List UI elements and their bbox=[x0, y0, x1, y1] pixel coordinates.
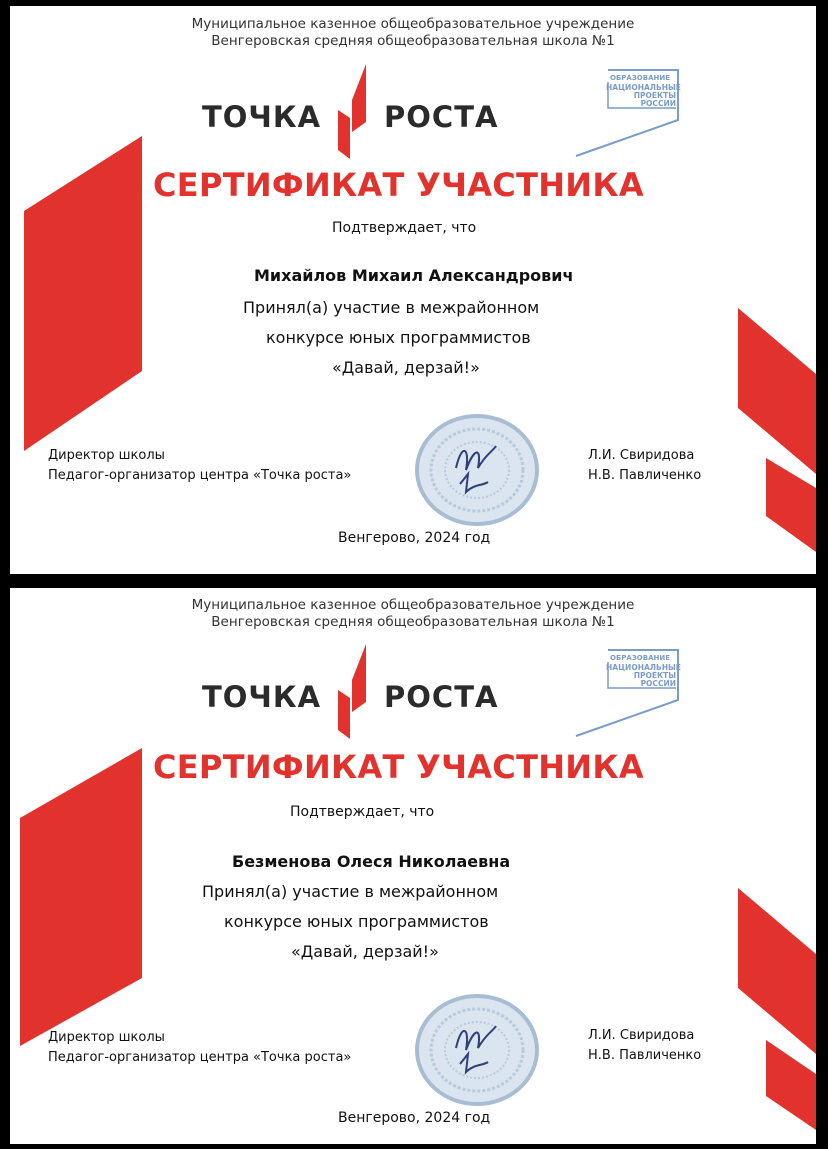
logo-sprout-icon bbox=[330, 64, 376, 159]
org-name bbox=[10, 597, 816, 631]
participation-line-2: конкурсе юных программистов bbox=[224, 912, 489, 931]
logo-word-right: РОСТА bbox=[384, 680, 499, 714]
right-red-parallelogram-bottom bbox=[766, 1040, 816, 1130]
logo-word-left: ТОЧКА bbox=[202, 680, 322, 714]
participation-line-1: Принял(а) участие в межрайонном bbox=[202, 882, 499, 901]
right-red-parallelogram-top bbox=[738, 308, 816, 474]
role-director: Директор школы bbox=[48, 448, 165, 463]
np-main-label: НАЦИОНАЛЬНЫЕ ПРОЕКТЫ РОССИИ bbox=[606, 663, 681, 688]
org-line-2: Венгеровская средняя общеобразовательная школа №1 bbox=[211, 614, 615, 630]
person-organizer: Н.В. Павличенко bbox=[588, 1048, 702, 1063]
person-organizer: Н.В. Павличенко bbox=[588, 468, 702, 483]
national-projects-logo bbox=[572, 68, 682, 160]
tochka-rosta-logo bbox=[202, 644, 502, 739]
logo-sprout-icon bbox=[330, 644, 376, 739]
right-red-parallelogram-top bbox=[738, 888, 816, 1054]
footer-place-year: Венгерово, 2024 год bbox=[338, 530, 491, 546]
logo-word-right: РОСТА bbox=[384, 100, 499, 134]
certificate-title: СЕРТИФИКАТ УЧАСТНИКА bbox=[153, 166, 644, 204]
participant-name: Михайлов Михаил Александрович bbox=[254, 266, 574, 285]
left-red-parallelogram bbox=[20, 748, 142, 1046]
national-projects-logo bbox=[572, 648, 682, 740]
confirms-text: Подтверждает, что bbox=[332, 220, 477, 236]
contest-name: «Давай, дерзай!» bbox=[332, 358, 480, 377]
np-top-label: ОБРАЗОВАНИЕ bbox=[610, 654, 671, 662]
participation-line-1: Принял(а) участие в межрайонном bbox=[243, 298, 540, 317]
right-red-parallelogram-bottom bbox=[766, 458, 816, 552]
person-director: Л.И. Свиридова bbox=[588, 448, 695, 463]
signatory-names bbox=[588, 446, 701, 486]
footer-place-year: Венгерово, 2024 год bbox=[338, 1110, 491, 1126]
role-organizer: Педагог-организатор центра «Точка роста» bbox=[48, 468, 352, 483]
role-director: Директор школы bbox=[48, 1030, 165, 1045]
left-red-parallelogram bbox=[24, 136, 142, 451]
signatory-names bbox=[588, 1026, 701, 1066]
person-director: Л.И. Свиридова bbox=[588, 1028, 695, 1043]
signatory-roles bbox=[48, 1028, 351, 1068]
org-line-2: Венгеровская средняя общеобразовательная школа №1 bbox=[211, 33, 615, 49]
org-line-1: Муниципальное казенное общеобразовательное учреждение bbox=[191, 16, 635, 32]
participant-name: Безменова Олеся Николаевна bbox=[232, 852, 511, 871]
school-stamp-icon bbox=[412, 412, 542, 528]
certificate-title: СЕРТИФИКАТ УЧАСТНИКА bbox=[153, 748, 644, 786]
np-top-label: ОБРАЗОВАНИЕ bbox=[610, 74, 671, 82]
np-main-label: НАЦИОНАЛЬНЫЕ ПРОЕКТЫ РОССИИ bbox=[606, 83, 681, 108]
certificate-2 bbox=[10, 588, 816, 1144]
contest-name: «Давай, дерзай!» bbox=[291, 942, 439, 961]
role-organizer: Педагог-организатор центра «Точка роста» bbox=[48, 1050, 352, 1065]
tochka-rosta-logo bbox=[202, 64, 502, 159]
confirms-text: Подтверждает, что bbox=[290, 804, 435, 820]
participation-line-2: конкурсе юных программистов bbox=[266, 328, 531, 347]
certificate-1 bbox=[10, 6, 816, 574]
org-line-1: Муниципальное казенное общеобразовательное учреждение bbox=[191, 597, 635, 613]
school-stamp-icon bbox=[412, 992, 542, 1108]
logo-word-left: ТОЧКА bbox=[202, 100, 322, 134]
signatory-roles bbox=[48, 446, 351, 486]
org-name bbox=[10, 16, 816, 50]
